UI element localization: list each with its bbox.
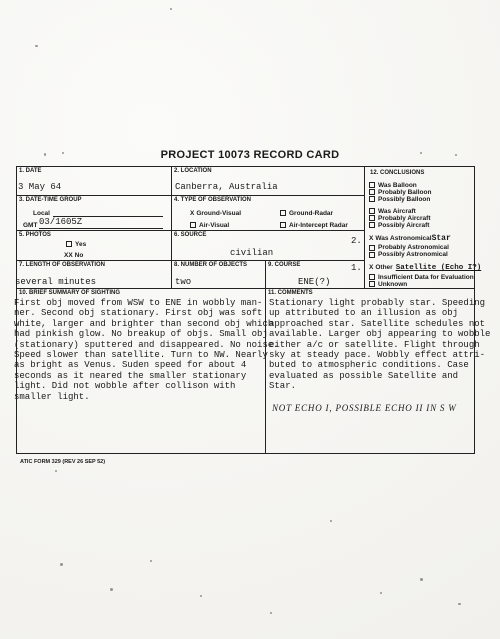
gmt-label: GMT — [23, 222, 38, 229]
summary-line: Speed slower than satellite. Turn to NW. Nearly — [14, 350, 268, 361]
form-number: ATIC FORM 329 (REV 26 SEP 52) — [20, 459, 106, 465]
observation-option-label: Ground-Visual — [196, 210, 242, 217]
scan-speck — [200, 595, 202, 597]
checkbox-icon — [369, 182, 375, 188]
conclusion-mark: X — [369, 235, 374, 242]
checkbox-icon — [369, 252, 375, 258]
scan-speck — [458, 603, 461, 605]
type-of-observation-label: 4. TYPE OF OBSERVATION — [174, 197, 252, 203]
gmt-value: 03/1605Z — [39, 217, 83, 227]
summary-line: white, larger and brighter than second obj which — [14, 318, 274, 329]
scan-speck — [55, 470, 57, 472]
observation-option-label: Air-Visual — [199, 222, 230, 229]
handwritten-note: NOT ECHO I, POSSIBLE ECHO II IN S W — [272, 403, 457, 413]
scan-speck — [170, 8, 172, 10]
photos-yes: Yes — [66, 241, 86, 248]
num-objects-value: two — [175, 277, 192, 287]
conclusion-item: Probably Aircraft — [369, 215, 481, 222]
record-card-title: PROJECT 10073 RECORD CARD — [160, 149, 340, 161]
comments-text — [269, 298, 490, 392]
scan-speck — [60, 563, 63, 566]
comment-line: Stationary light probably star. Speeding — [269, 298, 486, 308]
observation-option — [280, 222, 348, 229]
comment-line: either a/c or satellite. Flight through — [269, 339, 480, 350]
conclusion-number: 1. — [351, 263, 362, 273]
conclusions-cell — [365, 167, 482, 289]
type-of-observation-cell — [172, 196, 365, 231]
observation-option — [190, 222, 229, 229]
photos-no: XX No — [64, 252, 84, 259]
date-label: 1. DATE — [19, 168, 42, 174]
checkbox-icon — [280, 222, 286, 228]
comment-line: sky at steady pace. Wobbly effect attri- — [269, 350, 486, 361]
scan-speck — [35, 45, 38, 47]
conclusion-item: X Other Satellite (Echo I?) — [369, 264, 482, 273]
source-value: civilian — [230, 248, 274, 258]
checkbox-icon — [369, 281, 375, 287]
conclusion-item: Unknown — [369, 281, 481, 288]
conclusion-annotation: Satellite (Echo I?) — [395, 264, 482, 273]
conclusion-annotation: Star — [431, 234, 451, 243]
comment-line: Star. — [269, 381, 297, 392]
checkbox-icon — [66, 241, 72, 247]
conclusion-mark: X — [369, 264, 374, 272]
summary-line: First obj moved from WSW to ENE in wobbly man- — [14, 298, 263, 308]
conclusion-item: Possibly Aircraft — [369, 222, 481, 229]
conclusion-item: Probably Balloon — [369, 189, 481, 196]
comments-cell — [266, 289, 491, 453]
conclusions-list — [369, 182, 481, 288]
summary-line: light. Did not wobble after collison with — [14, 381, 236, 392]
observation-option — [190, 210, 241, 217]
course-value: ENE(?) — [298, 277, 331, 287]
checkbox-icon — [190, 222, 196, 228]
scan-speck — [380, 592, 382, 594]
checkbox-icon — [369, 274, 375, 280]
comment-line: approached star. Satellite schedules not — [269, 318, 486, 329]
summary-line: smaller light. — [14, 391, 90, 402]
num-objects-label: 8. NUMBER OF OBJECTS — [174, 262, 248, 268]
date-cell — [17, 167, 172, 196]
summary-cell — [14, 289, 279, 453]
source-label: 6. SOURCE — [174, 232, 207, 238]
checkbox-icon — [369, 245, 375, 251]
conclusion-item: Possibly Balloon — [369, 196, 481, 203]
course-label: 9. COURSE — [268, 262, 301, 268]
scan-speck — [330, 520, 332, 522]
checkbox-icon — [369, 189, 375, 195]
summary-line: seconds as it neared the smaller stationary — [14, 370, 247, 381]
gmt-underline — [39, 228, 163, 229]
checkbox-icon — [369, 215, 375, 221]
summary-text — [14, 298, 279, 402]
scan-speck — [420, 578, 423, 581]
comment-line: evaluated as possible Satellite and — [269, 370, 459, 381]
checkbox-icon — [369, 196, 375, 202]
length-label: 7. LENGTH OF OBSERVATION — [19, 262, 106, 268]
conclusion-item: Was Aircraft — [369, 208, 481, 215]
location-cell — [172, 167, 365, 196]
length-value: several minutes — [15, 277, 97, 287]
date-value: 3 May 64 — [18, 182, 62, 192]
observation-option — [280, 210, 333, 217]
conclusion-item: X Was AstronomicalStar — [369, 234, 451, 243]
conclusions-label: 12. CONCLUSIONS — [370, 170, 425, 176]
source-cell — [172, 231, 365, 261]
date-time-group-label: 3. DATE-TIME GROUP — [19, 197, 82, 203]
conclusion-item: Was Balloon — [369, 182, 481, 189]
location-label: 2. LOCATION — [174, 168, 212, 174]
comment-line: available. Larger obj appearing to wobble — [269, 329, 491, 340]
photos-no-mark: XX — [64, 252, 73, 259]
record-card — [14, 166, 491, 454]
photos-label: 5. PHOTOS — [19, 232, 51, 238]
conclusion-item: Possibly Astronomical — [369, 251, 481, 258]
checkbox-icon — [280, 210, 286, 216]
photos-cell — [17, 231, 172, 261]
conclusion-number: 2. — [351, 236, 362, 246]
date-time-group-cell — [17, 196, 172, 231]
location-value: Canberra, Australia — [175, 182, 278, 192]
observation-mark: X — [190, 210, 195, 217]
length-cell — [17, 261, 172, 289]
scan-speck — [150, 560, 152, 562]
checkbox-icon — [369, 222, 375, 228]
observation-option-label: Ground-Radar — [289, 210, 334, 217]
conclusion-item: Insufficient Data for Evaluation — [369, 274, 481, 281]
conclusion-item: Probably Astronomical — [369, 244, 481, 251]
comment-line: buted to atmospheric conditions. Case — [269, 360, 469, 371]
comments-label: 11. COMMENTS — [268, 290, 313, 296]
observation-option-label: Air-Intercept Radar — [289, 222, 348, 229]
summary-line: (stationary) sputtered and disappeared. No noise. — [14, 339, 279, 350]
scan-speck — [110, 588, 113, 591]
local-label: Local — [33, 210, 50, 217]
summary-line: ner. Second obj stationary. First obj was soft — [14, 308, 263, 319]
comment-line: up attributed to an illusion as obj — [269, 308, 459, 319]
checkbox-icon — [369, 208, 375, 214]
summary-line: as bright as Venus. Suden speed for about 4 — [14, 360, 247, 371]
summary-label: 10. BRIEF SUMMARY OF SIGHTING — [19, 290, 121, 296]
num-objects-cell — [172, 261, 266, 289]
scan-speck — [270, 612, 272, 614]
summary-line: had pinkish glow. No breakup of objs. Small obj — [14, 329, 268, 340]
